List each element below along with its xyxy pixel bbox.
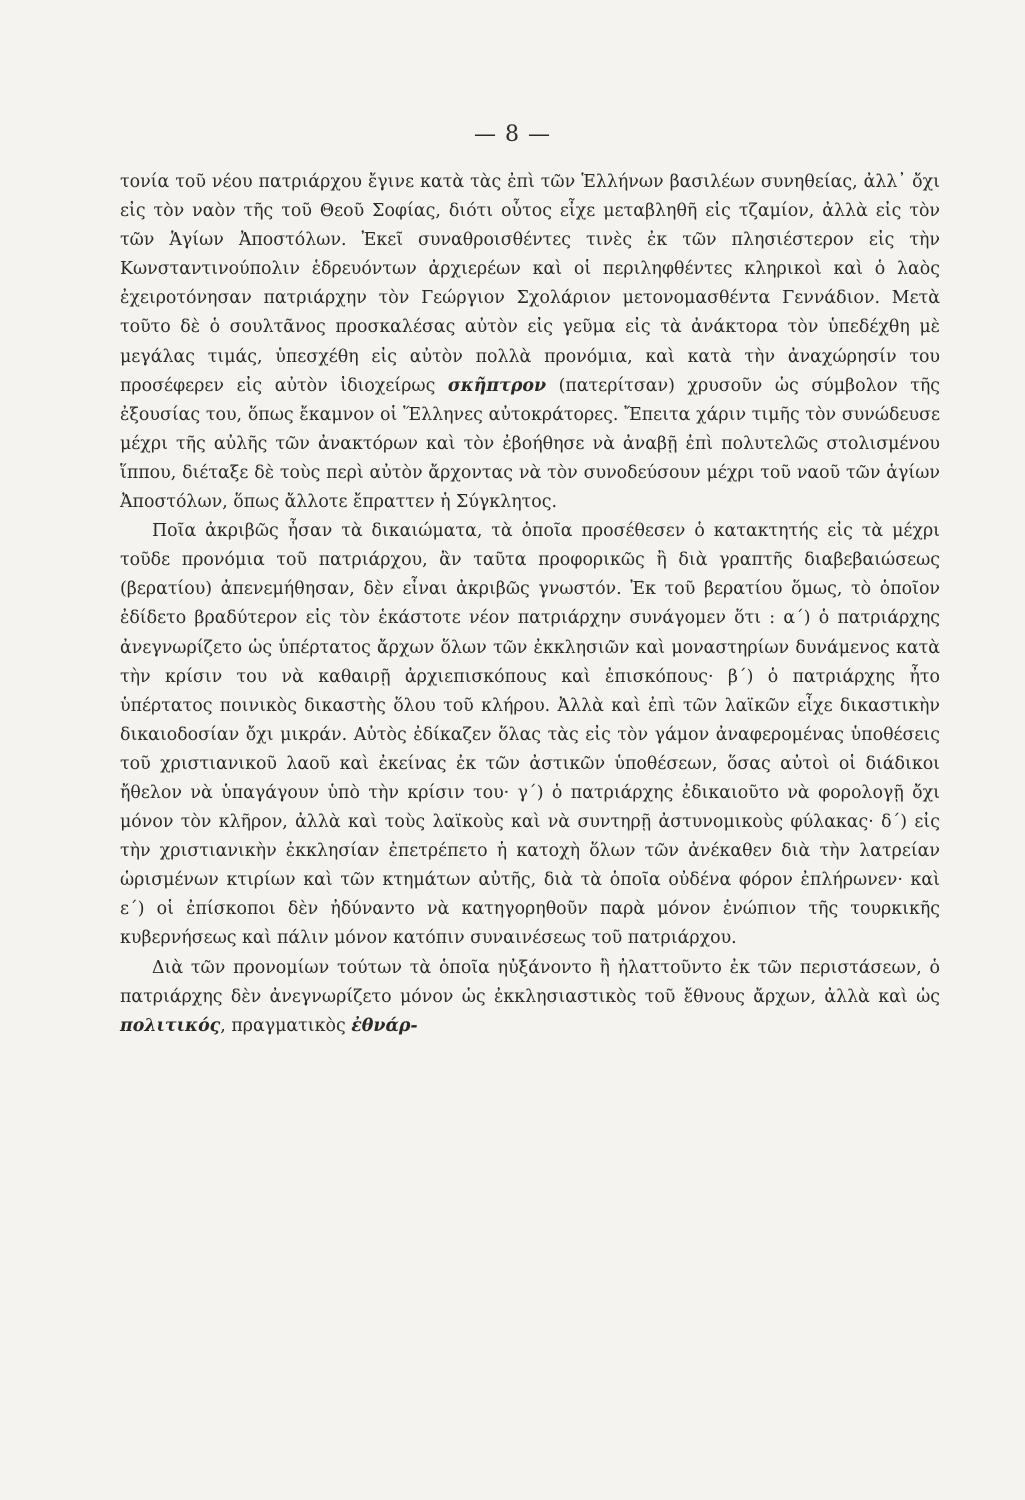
paragraph-3	[120, 954, 940, 1041]
paragraph-2	[120, 517, 940, 953]
paragraph-1	[120, 168, 940, 517]
emphasized-term: πολιτικός	[120, 1015, 221, 1036]
text-run: (πατερίτσαν) χρυσοῦν ὡς σύμβολον τῆς ἐξουσίας του, ὅπως ἔκαμνον οἱ Ἕλληνες αὐτοκράτορες. Ἔπειτα χάριν τιμῆς τὸν συνώδευσε μέχρι τῆς αὐλῆς τῶν ἀνακτόρων καὶ τὸν ἐβοήθησε νὰ ἀναβῇ ἐπὶ πολυτελῶς στολισμένου ἵππου, διέταξε δὲ τοὺς περὶ αὐτὸν ἄρχοντας νὰ τὸν συνοδεύσουν μέχρι τοῦ ναοῦ τῶν ἁγίων Ἀποστόλων, ὅπως ἄλλοτε ἔπραττεν ἡ Σύγκλητος.	[120, 375, 940, 513]
text-run: Ποῖα ἀκριβῶς ἦσαν τὰ δικαιώματα, τὰ ὁποῖα προσέθεσεν ὁ κατακτητής εἰς τὰ μέχρι τοῦδε προνόμια τοῦ πατριάρχου, ἂν ταῦτα προφορικῶς ἢ διὰ γραπτῆς διαβεβαιώσεως (βερατίου) ἀπενεμήθησαν, δὲν εἶναι ἀκριβῶς γνωστόν. Ἐκ τοῦ βερατίου ὅμως, τὸ ὁποῖον ἐδίδετο βραδύτερον εἰς τὸν ἑκάστοτε νέον πατριάρχην συνάγομεν ὅτι : α΄) ὁ πατριάρχης ἀνεγνωρίζετο ὡς ὑπέρτατος ἄρχων ὅλων τῶν ἐκκλησιῶν καὶ μοναστηρίων δυνάμενος κατὰ τὴν κρίσιν του νὰ καθαιρῇ ἀρχιεπισκόπους καὶ ἐπισκόπους· β΄) ὁ πατριάρχης ἦτο ὑπέρτατος ποινικὸς δικαστὴς ὅλου τοῦ κλήρου. Ἀλλὰ καὶ ἐπὶ τῶν λαϊκῶν εἶχε δικαστικὴν δικαιοδοσίαν ὄχι μικράν. Αὐτὸς ἐδίκαζεν ὅλας τὰς εἰς τὸν γάμον ἀναφερομένας ὑποθέσεις τοῦ χριστιανικοῦ λαοῦ καὶ ἐκείνας ἐκ τῶν ἀστικῶν ὑποθέσεων, ὅσας αὐτοὶ οἱ διάδικοι ἤθελον νὰ ὑπαγάγουν ὑπὸ τὴν κρίσιν του· γ΄) ὁ πατριάρχης ἐδικαιοῦτο νὰ φορολογῇ ὄχι μόνον τὸν κλῆρον, ἀλλὰ καὶ τοὺς λαϊκοὺς καὶ νὰ συντηρῇ ἀστυνομικοὺς φύλακας· δ΄) εἰς τὴν χριστιανικὴν ἐκκλησίαν ἐπετρέπετο ἡ κατοχὴ ὅλων τῶν ἀνέκαθεν διὰ τὴν λατρείαν ὡρισμένων κτιρίων καὶ τῶν κτημάτων αὐτῆς, διὰ τὰ ὁποῖα οὐδένα φόρον ἐπλήρωνεν· καὶ ε΄) οἱ ἐπίσκοποι δὲν ἠδύναντο νὰ κατηγορηθοῦν παρὰ μόνον ἐνώπιον τῆς τουρκικῆς κυβερνήσεως καὶ πάλιν μόνον κατόπιν συναινέσεως τοῦ πατριάρχου.	[120, 521, 940, 949]
page-number: — 8 —	[474, 122, 551, 147]
text-run: Διὰ τῶν προνομίων τούτων τὰ ὁποῖα ηὐξάνοντο ἢ ἠλαττοῦντο ἐκ τῶν περιστάσεων, ὁ πατριάρχης δὲν ἀνεγνωρίζετο μόνον ὡς ἐκκλησιαστικὸς τοῦ ἔθνους ἄρχων, ἀλλὰ καὶ ὡς	[120, 957, 940, 1007]
body-text	[120, 168, 940, 1041]
text-run: τονία τοῦ νέου πατριάρχου ἔγινε κατὰ τὰς ἐπὶ τῶν Ἑλλήνων βασιλέων συνηθείας, ἀλλ᾽ ὄχι εἰς τὸν ναὸν τῆς τοῦ Θεοῦ Σοφίας, διότι οὗτος εἶχε μεταβληθῆ εἰς τζαμίον, ἀλλὰ εἰς τὸν τῶν Ἁγίων Ἀποστόλων. Ἐκεῖ συναθροισθέντες τινὲς ἐκ τῶν πλησιέστερον εἰς τὴν Κωνσταντινούπολιν ἑδρευόντων ἀρχιερέων καὶ οἱ περιληφθέντες κληρικοὶ καὶ ὁ λαὸς ἐχειροτόνησαν πατριάρχην τὸν Γεώργιον Σχολάριον μετονομασθέντα Γεννάδιον. Μετὰ τοῦτο δὲ ὁ σουλτᾶνος προσκαλέσας αὐτὸν εἰς γεῦμα εἰς τὰ ἀνάκτορα τὸν ὑπεδέχθη μὲ μεγάλας τιμάς, ὑπεσχέθη εἰς αὐτὸν πολλὰ προνόμια, καὶ κατὰ τὴν ἀναχώρησίν του προσέφερεν εἰς αὐτὸν ἰδιοχείρως	[120, 172, 940, 396]
text-run: , πραγματικὸς	[220, 1015, 352, 1036]
emphasized-term: ἐθνάρ-	[351, 1015, 418, 1036]
emphasized-term: σκῆπτρον	[447, 375, 547, 396]
